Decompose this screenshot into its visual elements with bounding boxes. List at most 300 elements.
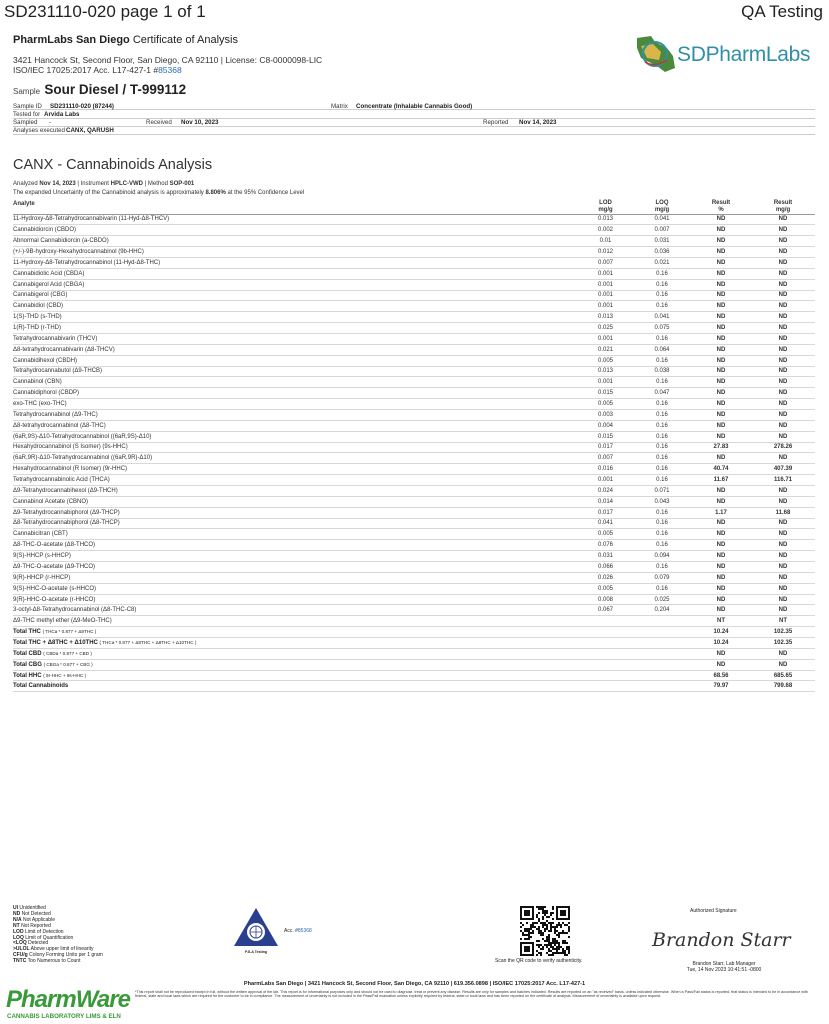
analyte-name: Tetrahydrocannabivarin (THCV) [13, 333, 578, 344]
loq-value: 0.16 [633, 529, 691, 540]
analyte-name: 11-Hydroxy-Δ8-Tetrahydrocannabivarin (11-Hyd-Δ8-THCV) [13, 214, 578, 225]
result-pct: ND [691, 290, 751, 301]
analyte-name: 9(S)-HHC-O-acetate (s-HHCO) [13, 583, 578, 594]
method: SOP-001 [169, 181, 195, 187]
loq-value: 0.041 [633, 214, 691, 225]
lod-value: 0.013 [578, 214, 633, 225]
total-pct: ND [691, 659, 751, 670]
total-name: Total HHC ( 9r-HHC + 9s-HHC ) [13, 670, 578, 681]
lod-value: 0.008 [578, 594, 633, 605]
loq-value: 0.16 [633, 475, 691, 486]
loq-value: 0.038 [633, 366, 691, 377]
lab-iso: ISO/IEC 17025:2017 Acc. L17-427-1 # [13, 65, 159, 75]
result-mg: ND [751, 518, 815, 529]
legend-item: CFU/g Colony Forming Units per 1 gram [13, 952, 103, 959]
logo-text: SDPharmLabs [677, 43, 811, 66]
result-pct: NT [691, 616, 751, 627]
result-mg: ND [751, 279, 815, 290]
lab-address: 3421 Hancock St, Second Floor, San Diego, CA 92110 | License: C8-0000098-LIC [13, 55, 323, 65]
analyte-name: (+/-)-9B-hydroxy-Hexahydrocannabinol (9b-HHC) [13, 247, 578, 258]
loq-value: 0.16 [633, 442, 691, 453]
result-pct: ND [691, 420, 751, 431]
lod-value: 0.025 [578, 323, 633, 334]
total-pct: 79.97 [691, 681, 751, 692]
result-pct: ND [691, 377, 751, 388]
total-name: Total THC + Δ8THC + Δ10THC ( THCa * 0.877 + Δ9THC + Δ8THC + Δ10THC ) [13, 638, 578, 649]
result-mg: ND [751, 562, 815, 573]
lod-value: 0.005 [578, 583, 633, 594]
table-row [13, 388, 815, 399]
lod-value: 0.002 [578, 225, 633, 236]
result-pct: ND [691, 399, 751, 410]
analyte-name: Cannabigerol Acid (CBGA) [13, 279, 578, 290]
result-mg: ND [751, 409, 815, 420]
table-row [13, 409, 815, 420]
total-formula: ( THCa * 0.877 + Δ9THC ) [42, 629, 97, 635]
lod-value: 0.031 [578, 551, 633, 562]
analyte-name: Δ9-THC methyl ether (Δ9-MeO-THC) [13, 616, 578, 627]
result-mg: ND [751, 431, 815, 442]
loq-value: 0.075 [633, 323, 691, 334]
loq-value: 0.16 [633, 583, 691, 594]
sample-meta: Sample ID SD231110-020 (87244) Matrix Concentrate (Inhalable Cannabis Good) Tested for Arvida Labs Sampled - Received Nov 10, 2023 Reported Nov 14, 2023 Analyses executed CANX, QARUSH [13, 102, 815, 135]
result-mg: ND [751, 247, 815, 258]
loq-value: 0.16 [633, 464, 691, 475]
footer-disclaimer: *This report shall not be reproduced except in full, without the written approval of the lab. This report is for informational purposes only and should not be used to diagnose, treat or prevent any disease. Results are only for samples and batches indicated. Results are reported on an "as received" basis, unless indicated otherwise. When a Pass/Fail status is reported, that status is intended to be in accordance with federal, state and local laws which are required for the customer to be in compliance. The measurement of uncertainty is not included in the Pass/Fail evaluation unless explicitly required by federal, state or local laws and has been reported on the certificate of analysis. Measurement of uncertainty is available upon request. [135, 990, 808, 999]
lod-value: 0.012 [578, 247, 633, 258]
result-pct: 27.83 [691, 442, 751, 453]
footer-address: PharmLabs San Diego | 3421 Hancock St, Second Floor, San Diego, CA 92110 | 619.356.0898 | ISO/IEC 17025:2017 Acc. L17-427-1 [243, 981, 586, 987]
result-mg: ND [751, 214, 815, 225]
pjla-caption: PJLA Testing [245, 950, 267, 954]
table-row [13, 540, 815, 551]
lod-value: 0.001 [578, 290, 633, 301]
analyte-name: Hexahydrocannabinol (S Isomer) (9s-HHC) [13, 442, 578, 453]
reported-date: Nov 14, 2023 [519, 119, 557, 127]
lod-value: 0.021 [578, 344, 633, 355]
result-mg: ND [751, 388, 815, 399]
table-row [13, 344, 815, 355]
table-row [13, 247, 815, 258]
result-mg: 407.39 [751, 464, 815, 475]
sample-id: SD231110-020 (87244) [50, 102, 114, 110]
analyte-name: Δ8-tetrahydrocannabinol (Δ8-THC) [13, 420, 578, 431]
total-name: Total CBG ( CBGa * 0.877 + CBG ) [13, 659, 578, 670]
total-pct: 10.24 [691, 627, 751, 638]
table-row [13, 572, 815, 583]
result-pct: ND [691, 529, 751, 540]
result-mg: ND [751, 540, 815, 551]
loq-value: 0.094 [633, 551, 691, 562]
result-pct: ND [691, 355, 751, 366]
analyte-name: (6aR,9R)-Δ10-Tetrahydrocannabinol ((6aR,9R)-Δ10) [13, 453, 578, 464]
table-row [13, 236, 815, 247]
lod-value: 0.001 [578, 333, 633, 344]
lod-value: 0.001 [578, 301, 633, 312]
result-pct: ND [691, 572, 751, 583]
sample-name: Sour Diesel / T-999112 [44, 82, 187, 97]
result-mg: ND [751, 453, 815, 464]
result-mg: 278.26 [751, 442, 815, 453]
total-row [13, 670, 815, 681]
loq-value: 0.16 [633, 290, 691, 301]
table-row [13, 312, 815, 323]
table-row [13, 485, 815, 496]
table-row [13, 551, 815, 562]
pjla-badge: Acc. #85368 PJLA Testing [232, 906, 332, 958]
result-mg: ND [751, 257, 815, 268]
legend-item: <LOQ Detected [13, 940, 49, 947]
loq-value: 0.16 [633, 301, 691, 312]
table-row [13, 583, 815, 594]
analyte-name: Δ9-Tetrahydrocannabihexol (Δ9-THCH) [13, 485, 578, 496]
lod-value: 0.026 [578, 572, 633, 583]
result-mg: ND [751, 583, 815, 594]
pjla-acc-link[interactable]: 85368 [297, 928, 312, 934]
instrument: HPLC-VWD [110, 181, 143, 187]
result-pct: ND [691, 301, 751, 312]
signatory [664, 962, 784, 974]
lod-value: 0.016 [578, 464, 633, 475]
result-mg: ND [751, 551, 815, 562]
signature-date: Tue, 14 Nov 2023 10:41:51 -0800 [686, 966, 762, 973]
lod-value: 0.007 [578, 453, 633, 464]
analyte-name: Tetrahydrocannabinol (Δ9-THC) [13, 409, 578, 420]
loq-value: 0.025 [633, 594, 691, 605]
result-pct: ND [691, 431, 751, 442]
pjla-logo-icon [232, 906, 282, 950]
table-row [13, 431, 815, 442]
lod-value: 0.001 [578, 279, 633, 290]
analyte-name: 3-octyl-Δ8-Tetrahydrocannabinol (Δ8-THC-C8) [13, 605, 578, 616]
table-row [13, 257, 815, 268]
tested-for: Arvida Labs [44, 110, 80, 118]
result-mg: ND [751, 594, 815, 605]
result-pct: ND [691, 333, 751, 344]
loq-value: 0.043 [633, 496, 691, 507]
total-formula: ( THCa * 0.877 + Δ9THC + Δ8THC + Δ10THC ) [99, 639, 197, 645]
legend-item: UI Unidentified [13, 905, 46, 911]
analyte-name: Δ8-THC-O-acetate (Δ8-THCO) [13, 540, 578, 551]
results-table [13, 199, 815, 692]
sample-matrix: Concentrate (Inhalable Cannabis Good) [356, 102, 473, 110]
analyte-name: Δ9-THC-O-acetate (Δ9-THCO) [13, 562, 578, 573]
result-pct: ND [691, 268, 751, 279]
result-mg: ND [751, 377, 815, 388]
total-formula: ( CBDa * 0.877 + CBD ) [43, 650, 92, 656]
result-mg: ND [751, 268, 815, 279]
table-row [13, 594, 815, 605]
analyte-name: Cannabidiphorol (CBDP) [13, 388, 578, 399]
result-pct: ND [691, 496, 751, 507]
result-pct: ND [691, 366, 751, 377]
lod-value: 0.015 [578, 388, 633, 399]
table-row [13, 225, 815, 236]
lod-value: 0.013 [578, 312, 633, 323]
pharmware-logo [6, 986, 130, 1022]
loq-value: 0.16 [633, 279, 691, 290]
table-row [13, 420, 815, 431]
total-row [13, 659, 815, 670]
result-mg: ND [751, 333, 815, 344]
table-row [13, 464, 815, 475]
result-pct: ND [691, 562, 751, 573]
legend-item: ND Not Detected [13, 910, 51, 917]
result-pct: ND [691, 583, 751, 594]
loq-value: 0.071 [633, 485, 691, 496]
analyte-name: 1(R)-THD (r-THD) [13, 323, 578, 334]
lod-value: 0.017 [578, 507, 633, 518]
loq-value: 0.041 [633, 312, 691, 323]
analyte-name: Δ8-Tetrahydrocannabiphorol (Δ8-THCP) [13, 518, 578, 529]
total-name: Total THC ( THCa * 0.877 + Δ9THC ) [13, 627, 578, 638]
result-mg: ND [751, 605, 815, 616]
loq-value: 0.036 [633, 247, 691, 258]
loq-value: 0.16 [633, 453, 691, 464]
analyses-executed: CANX, QARUSH [66, 127, 114, 135]
result-pct: ND [691, 214, 751, 225]
lod-value: 0.001 [578, 377, 633, 388]
loq-value: 0.16 [633, 377, 691, 388]
total-mg: ND [751, 648, 815, 659]
total-formula: ( CBGa * 0.877 + CBG ) [43, 661, 93, 667]
result-pct: ND [691, 312, 751, 323]
result-mg: ND [751, 572, 815, 583]
analyte-name: 9(R)-HHCP (r-HHCP) [13, 572, 578, 583]
result-pct: ND [691, 594, 751, 605]
result-mg: ND [751, 290, 815, 301]
result-pct: ND [691, 225, 751, 236]
loq-value: 0.047 [633, 388, 691, 399]
loq-value: 0.16 [633, 399, 691, 410]
table-row [13, 562, 815, 573]
table-row [13, 323, 815, 334]
result-mg: ND [751, 236, 815, 247]
result-pct: ND [691, 518, 751, 529]
lod-value: 0.005 [578, 355, 633, 366]
legend-item: NT Not Reported [13, 922, 51, 929]
lod-value: 0.041 [578, 518, 633, 529]
result-mg: ND [751, 399, 815, 410]
legend-item: LOD Limit of Detection [13, 928, 64, 935]
lod-value: 0.007 [578, 257, 633, 268]
lab-acc-link[interactable]: 85368 [158, 65, 182, 75]
table-header [13, 199, 815, 214]
result-mg: ND [751, 355, 815, 366]
analyte-name: exo-THC (exo-THC) [13, 399, 578, 410]
result-mg: ND [751, 496, 815, 507]
analysis-info: Analyzed Nov 14, 2023 | Instrument HPLC-VWD | Method SOP-001 The expanded Uncertainty of the Cannabinoid analysis is approximately 8.806% at the 95% Confidence Level [13, 181, 305, 196]
table-row [13, 518, 815, 529]
loq-value: 0.079 [633, 572, 691, 583]
loq-value: 0.16 [633, 409, 691, 420]
lab-name: PharmLabs San Diego [13, 34, 130, 46]
result-mg: ND [751, 225, 815, 236]
loq-value: 0.064 [633, 344, 691, 355]
table-row [13, 475, 815, 486]
table-row [13, 214, 815, 225]
table-row [13, 529, 815, 540]
result-pct: ND [691, 388, 751, 399]
lod-value: 0.003 [578, 409, 633, 420]
analyte-name: Cannabidiol (CBD) [13, 301, 578, 312]
analyte-name: 9(R)-HHC-O-acetate (r-HHCO) [13, 594, 578, 605]
table-row [13, 377, 815, 388]
lod-value: 0.005 [578, 529, 633, 540]
report-id: SD231110-020 page 1 of 1 [4, 2, 206, 21]
total-pct: 68.56 [691, 670, 751, 681]
loq-value: 0.16 [633, 507, 691, 518]
svg-text:Brandon Starr: Brandon Starr [652, 929, 791, 951]
qr-code-icon[interactable] [520, 906, 570, 956]
table-row [13, 453, 815, 464]
lod-value: 0.001 [578, 475, 633, 486]
lod-value: 0.017 [578, 442, 633, 453]
analyte-name: 11-Hydroxy-Δ8-Tetrahydrocannabinol (11-Hyd-Δ8-THC) [13, 257, 578, 268]
col-loq: LOQ mg/g [633, 199, 691, 214]
table-row [13, 366, 815, 377]
total-row [13, 681, 815, 692]
analyte-name: 9(S)-HHCP (s-HHCP) [13, 551, 578, 562]
col-analyte: Analyte [13, 199, 578, 214]
abbreviation-legend [13, 906, 103, 965]
legend-item: >ULOL Above upper limit of linearity [13, 946, 94, 953]
qa-testing-label: QA Testing [741, 2, 823, 21]
total-mg: 102.35 [751, 627, 815, 638]
table-row [13, 301, 815, 312]
table-row [13, 442, 815, 453]
lod-value: 0.01 [578, 236, 633, 247]
loq-value: 0.031 [633, 236, 691, 247]
table-row [13, 507, 815, 518]
table-row [13, 616, 815, 627]
result-pct: ND [691, 279, 751, 290]
table-row [13, 496, 815, 507]
loq-value: 0.16 [633, 431, 691, 442]
lab-info [13, 34, 433, 75]
loq-value: 0.16 [633, 355, 691, 366]
result-pct: 40.74 [691, 464, 751, 475]
table-row [13, 399, 815, 410]
coa-subtitle: Certificate of Analysis [132, 34, 238, 46]
result-mg: NT [751, 616, 815, 627]
pharmware-logo-text: PharmWare [6, 986, 130, 1013]
total-name: Total Cannabinoids [13, 681, 578, 692]
lod-value: 0.013 [578, 366, 633, 377]
result-mg: 116.71 [751, 475, 815, 486]
result-mg: ND [751, 344, 815, 355]
section-title: CANX - Cannabinoids Analysis [13, 157, 213, 173]
analyte-name: Δ9-Tetrahydrocannabiphorol (Δ9-THCP) [13, 507, 578, 518]
table-row [13, 605, 815, 616]
analyte-name: Cannabigerol (CBG) [13, 290, 578, 301]
total-row [13, 638, 815, 649]
analyte-name: Cannabinol Acetate (CBNO) [13, 496, 578, 507]
result-mg: ND [751, 323, 815, 334]
lod-value [578, 616, 633, 627]
result-mg: ND [751, 366, 815, 377]
analyte-name: Tetrahydrocannabinolic Acid (THCA) [13, 475, 578, 486]
loq-value: 0.16 [633, 562, 691, 573]
loq-value: 0.16 [633, 518, 691, 529]
result-pct: ND [691, 236, 751, 247]
loq-value: 0.16 [633, 540, 691, 551]
pharmware-tagline: CANNABIS LABORATORY LIMS & ELN [7, 1013, 121, 1020]
result-pct: ND [691, 605, 751, 616]
result-pct: ND [691, 409, 751, 420]
result-pct: 11.67 [691, 475, 751, 486]
analyte-name: Abnormal Cannabidiorcin (a-CBDO) [13, 236, 578, 247]
total-formula: ( 9r-HHC + 9s-HHC ) [43, 672, 86, 678]
signature-title: Authorized Signature [690, 908, 737, 914]
sdpharmlabs-logo [631, 32, 811, 76]
result-pct: ND [691, 257, 751, 268]
result-mg: ND [751, 312, 815, 323]
col-result-mg: Result mg/g [751, 199, 815, 214]
analyte-name: Cannabidihexol (CBDH) [13, 355, 578, 366]
signatory-name: Brandon Starr, Lab Manager [692, 961, 756, 967]
lod-value: 0.004 [578, 420, 633, 431]
top-header [4, 2, 823, 24]
result-pct: ND [691, 551, 751, 562]
qr-caption: Scan the QR code to verify authenticity. [495, 958, 583, 964]
legend-item: LOQ Limit of Quantification [13, 934, 74, 941]
total-pct: ND [691, 648, 751, 659]
analyte-name: (6aR,9S)-Δ10-Tetrahydrocannabinol ((6aR,9S)-Δ10) [13, 431, 578, 442]
total-row [13, 648, 815, 659]
result-mg: ND [751, 485, 815, 496]
analyte-name: 1(S)-THD (s-THD) [13, 312, 578, 323]
result-pct: ND [691, 344, 751, 355]
result-mg: 11.68 [751, 507, 815, 518]
col-lod: LOD mg/g [578, 199, 633, 214]
legend-item: TNTC Too Numerous to Count [13, 958, 81, 965]
analyte-name: Cannabinol (CBN) [13, 377, 578, 388]
result-mg: ND [751, 529, 815, 540]
lod-value: 0.014 [578, 496, 633, 507]
lod-value: 0.067 [578, 605, 633, 616]
sample-title: Sample Sour Diesel / T-999112 [13, 82, 187, 97]
analyte-name: Hexahydrocannabinol (R Isomer) (9r-HHC) [13, 464, 578, 475]
result-pct: ND [691, 540, 751, 551]
loq-value [633, 616, 691, 627]
loq-value: 0.021 [633, 257, 691, 268]
total-mg: 102.35 [751, 638, 815, 649]
col-result-pct: Result % [691, 199, 751, 214]
loq-value: 0.007 [633, 225, 691, 236]
received-date: Nov 10, 2023 [181, 119, 219, 127]
result-mg: ND [751, 420, 815, 431]
legend-item: N/A Not Applicable [13, 916, 55, 923]
total-mg: 685.65 [751, 670, 815, 681]
analyte-name: Cannabidiolic Acid (CBDA) [13, 268, 578, 279]
lod-value: 0.076 [578, 540, 633, 551]
california-map-icon [631, 32, 679, 76]
lod-value: 0.024 [578, 485, 633, 496]
loq-value: 0.16 [633, 268, 691, 279]
analyte-name: Cannabidiorcin (CBDO) [13, 225, 578, 236]
table-row [13, 333, 815, 344]
total-row [13, 627, 815, 638]
total-pct: 10.24 [691, 638, 751, 649]
total-name: Total CBD ( CBDa * 0.877 + CBD ) [13, 648, 578, 659]
table-row [13, 279, 815, 290]
analyte-name: Δ8-tetrahydrocannabivarin (Δ8-THCV) [13, 344, 578, 355]
analyzed-date: Nov 14, 2023 [39, 181, 76, 187]
loq-value: 0.16 [633, 333, 691, 344]
result-mg: ND [751, 301, 815, 312]
total-mg: 799.68 [751, 681, 815, 692]
